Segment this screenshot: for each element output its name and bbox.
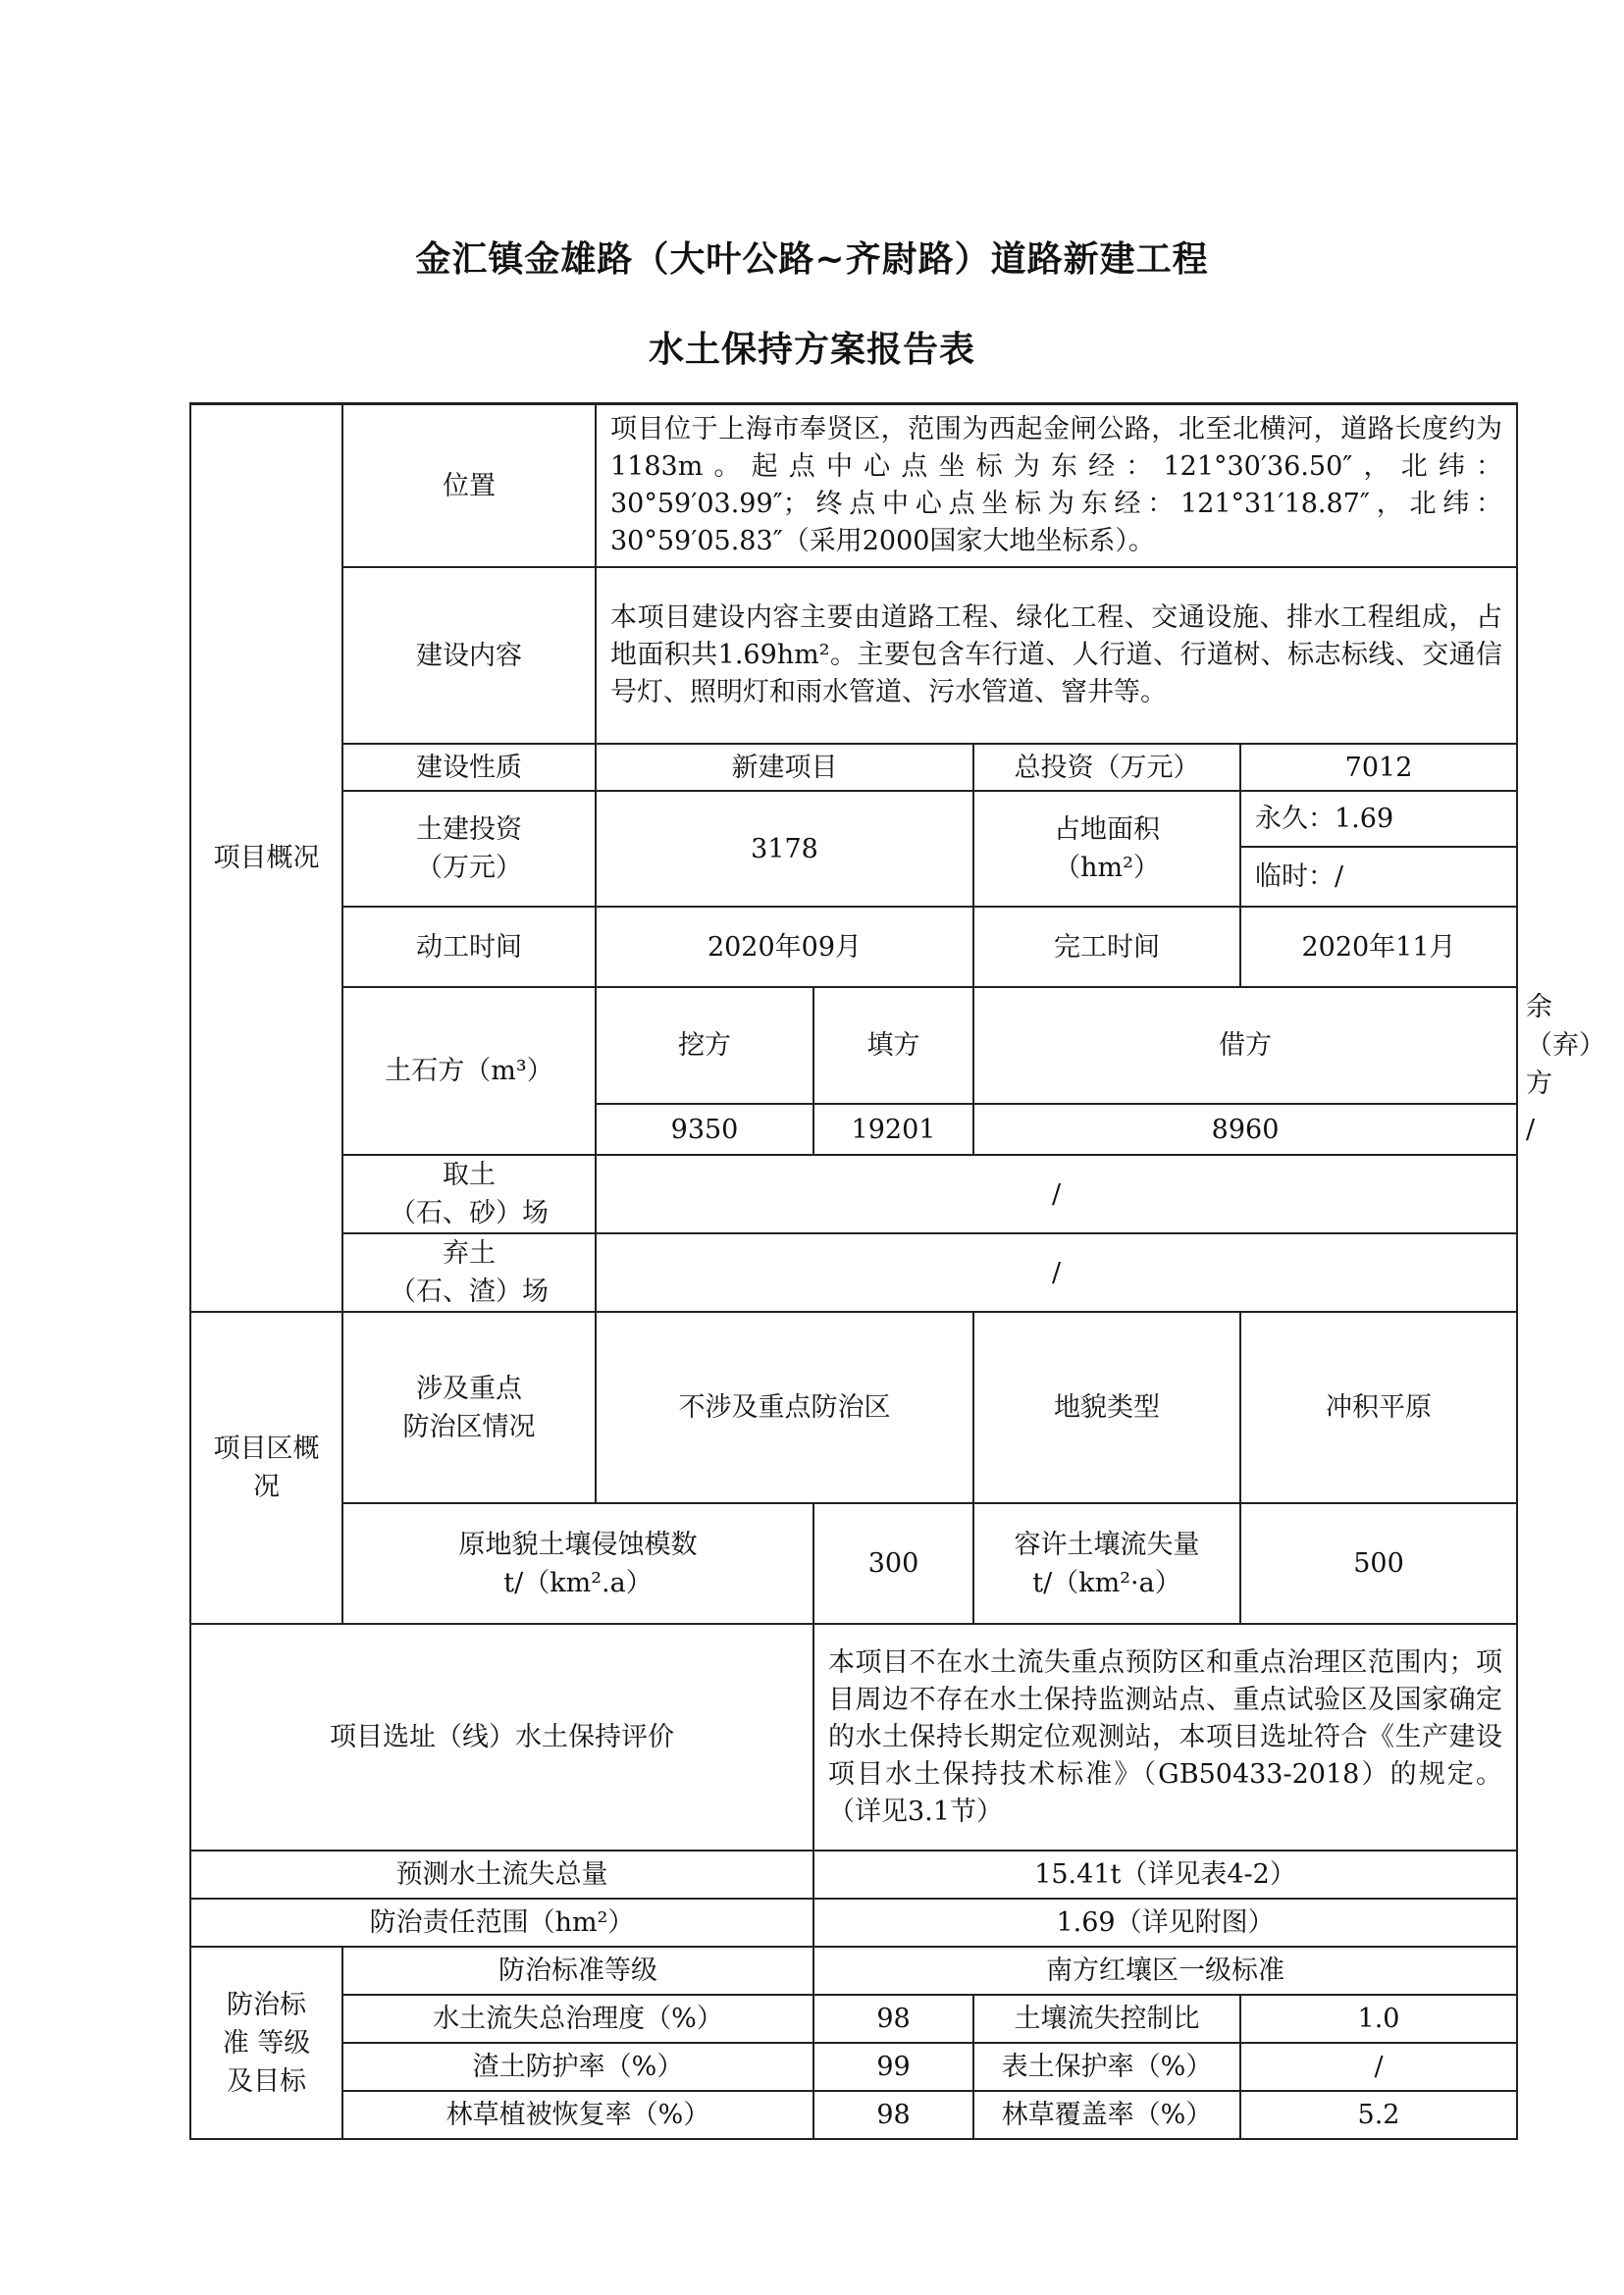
content-text: 本项目建设内容主要由道路工程、绿化工程、交通设施、排水工程组成，占地面积共1.69hm²。主要包含车行道、人行道、行道树、标志标线、交通信号灯、照明灯和雨水管道、污水管道、窨井等。 — [596, 567, 1517, 744]
landform-label: 地貌类型 — [973, 1312, 1240, 1503]
target-label: 表土保护率（%） — [973, 2043, 1240, 2091]
forecast-value: 15.41t（详见表4-2） — [813, 1851, 1517, 1899]
spoil-site-label-line1: 弃土 — [443, 1238, 496, 1269]
key-zone-label — [342, 1312, 596, 1503]
end-value: 2020年11月 — [1240, 907, 1517, 987]
key-zone-value: 不涉及重点防治区 — [596, 1312, 973, 1503]
evaluation-label: 项目选址（线）水土保持评价 — [190, 1624, 813, 1851]
target-label: 林草植被恢复率（%） — [342, 2091, 813, 2139]
target-label: 渣土防护率（%） — [342, 2043, 813, 2091]
target-value: 1.0 — [1240, 1995, 1517, 2043]
spoil-site-label-line2: （石、渣）场 — [390, 1277, 549, 1307]
erosion-modulus-label-line1: 原地貌土壤侵蚀模数 — [458, 1529, 698, 1560]
target-value: 5.2 — [1240, 2091, 1517, 2139]
earthwork-value-borrow: 8960 — [973, 1104, 1517, 1155]
report-title: 金汇镇金雄路（大叶公路~齐尉路）道路新建工程 — [415, 239, 1209, 280]
nature-label: 建设性质 — [342, 744, 596, 791]
earthwork-value-cut: 9350 — [596, 1104, 813, 1155]
section-standards-line3: 及目标 — [227, 2065, 306, 2097]
borrow-site-label — [342, 1155, 596, 1233]
target-value: 98 — [813, 1995, 973, 2043]
nature-value: 新建项目 — [596, 744, 973, 791]
location-text: 项目位于上海市奉贤区，范围为西起金闸公路，北至北横河，道路长度约为1183m。起点中心点坐标为东经：121°30′36.50″，北纬：30°59′03.99″；终点中心点坐标为东经：121°31′18.87″，北纬：30°59′05.83″（采用2000国家大地坐标系）。 — [596, 404, 1517, 568]
land-temporary: 临时：/ — [1255, 861, 1344, 892]
civil-invest-label — [342, 791, 596, 907]
erosion-modulus-label — [342, 1503, 813, 1624]
report-subtitle: 水土保持方案报告表 — [648, 330, 975, 370]
section-area-line1: 项目区概 — [213, 1434, 320, 1464]
content-label: 建设内容 — [342, 567, 596, 744]
spoil-site-value: / — [596, 1233, 1517, 1312]
earthwork-value-fill: 19201 — [813, 1104, 973, 1155]
allowable-loss-label — [973, 1503, 1240, 1624]
responsibility-value: 1.69（详见附图） — [813, 1899, 1517, 1947]
borrow-site-value: / — [596, 1155, 1517, 1233]
land-area-value — [1240, 791, 1517, 907]
civil-invest-label-line1: 土建投资 — [416, 814, 522, 845]
earthwork-label: 土石方（m³） — [342, 987, 596, 1155]
location-label: 位置 — [342, 404, 596, 568]
civil-invest-label-line2: （万元） — [416, 853, 522, 883]
earthwork-header-cut: 挖方 — [596, 987, 813, 1104]
key-zone-label-line1: 涉及重点 — [416, 1373, 522, 1404]
earthwork-header-borrow: 借方 — [973, 987, 1517, 1104]
borrow-site-label-line1: 取土 — [443, 1160, 496, 1190]
start-label: 动工时间 — [342, 907, 596, 987]
section-overview: 项目概况 — [190, 404, 342, 1313]
borrow-site-label-line2: （石、砂）场 — [390, 1198, 549, 1228]
civil-invest-value: 3178 — [596, 791, 973, 907]
section-standards-line2: 准 等级 — [222, 2027, 311, 2059]
allowable-loss-label-line2: t/（km²·a） — [1032, 1567, 1181, 1598]
key-zone-label-line2: 防治区情况 — [402, 1411, 536, 1442]
earthwork-header-fill: 填方 — [813, 987, 973, 1104]
target-value: 98 — [813, 2091, 973, 2139]
land-area-label-line2: （hm²） — [1054, 853, 1160, 883]
standard-level-value: 南方红壤区一级标准 — [813, 1947, 1517, 1995]
erosion-modulus-label-line2: t/（km².a） — [503, 1567, 653, 1598]
spoil-site-label — [342, 1233, 596, 1312]
target-label: 林草覆盖率（%） — [973, 2091, 1240, 2139]
allowable-loss-value: 500 — [1240, 1503, 1517, 1624]
allowable-loss-label-line1: 容许土壤流失量 — [1014, 1529, 1200, 1560]
section-area-line2: 况 — [253, 1472, 280, 1502]
responsibility-label: 防治责任范围（hm²） — [190, 1899, 813, 1947]
start-value: 2020年09月 — [596, 907, 973, 987]
erosion-modulus-value: 300 — [813, 1503, 973, 1624]
target-label: 土壤流失控制比 — [973, 1995, 1240, 2043]
total-invest-label: 总投资（万元） — [973, 744, 1240, 791]
land-area-label — [973, 791, 1240, 907]
section-area — [190, 1312, 342, 1624]
land-area-label-line1: 占地面积 — [1054, 814, 1160, 845]
section-standards-line1: 防治标 — [227, 1989, 306, 2020]
total-invest-value: 7012 — [1240, 744, 1517, 791]
standard-level-label: 防治标准等级 — [342, 1947, 813, 1995]
report-table: 项目概况 位置 项目位于上海市奉贤区，范围为西起金闸公路，北至北横河，道路长度约为1183m。起点中心点坐标为东经：121°30′36.50″，北纬：30°59′03.99″；终点中心点坐标为东经：121°31′18.87″，北纬：30°59′05.83″（采用2000国家大地坐标系）。 建设内容 本项目建设内容主要由道路工程、绿化工程、交通设施、排水工程组成，占地面积共1.69hm²。主要包含车行道、人行道、行道树、标志标线、交通信号灯、照明灯和雨水管道、污水管道、窨井等。 建设性质 新建项目 总投资（万元） 7012 土建投资 （万元） 3178 占地面积 （hm²） 永久：1.69 临时：/ 动工时间 2020年09月 完工时间 2020年11月 土石方（m³） 挖方 填方 借方 余（弃）方 9350 19201 8960 / 取土 （石、砂）场 / 弃土 （石、渣）场 / 项目区概 况 涉及重点 防治区情况 不涉及重点防治区 地貌类型 冲积平原 原地貌土壤侵蚀模数 t/（km².a） 300 容许土壤流失量 t/（km²·a） 500 项目选址（线）水土保持评价 本项目不在水土流失重点预防区和重点治理区范围内；项目周边不存在水土保持监测站点、重点试验区及国家确定的水土保持长期定位观测站，本项目选址符合《生产建设项目水土保持技术标准》（GB50433-2018）的规定。（详见3.1节） 预测水土流失总量 15.41t（详见表4-2） 防治责任范围（hm²） 1.69（详见附图） 防治标 准 等级 及目标 防治标准等级 南方红壤区一级标准 水土流失总治理度（%） 98 土壤流失控制比 1.0 渣土防护率（%） 99 表土保护率（%） / 林草植被恢复率（%） 98 林草覆盖率（%） 5.2 — [189, 402, 1518, 2140]
land-permanent: 永久：1.69 — [1241, 792, 1516, 848]
target-label: 水土流失总治理度（%） — [342, 1995, 813, 2043]
target-value: 99 — [813, 2043, 973, 2091]
section-standards — [190, 1947, 342, 2139]
landform-value: 冲积平原 — [1240, 1312, 1517, 1503]
evaluation-text: 本项目不在水土流失重点预防区和重点治理区范围内；项目周边不存在水土保持监测站点、重点试验区及国家确定的水土保持长期定位观测站，本项目选址符合《生产建设项目水土保持技术标准》（GB50433-2018）的规定。（详见3.1节） — [813, 1624, 1517, 1851]
forecast-label: 预测水土流失总量 — [190, 1851, 813, 1899]
end-label: 完工时间 — [973, 907, 1240, 987]
target-value: / — [1240, 2043, 1517, 2091]
